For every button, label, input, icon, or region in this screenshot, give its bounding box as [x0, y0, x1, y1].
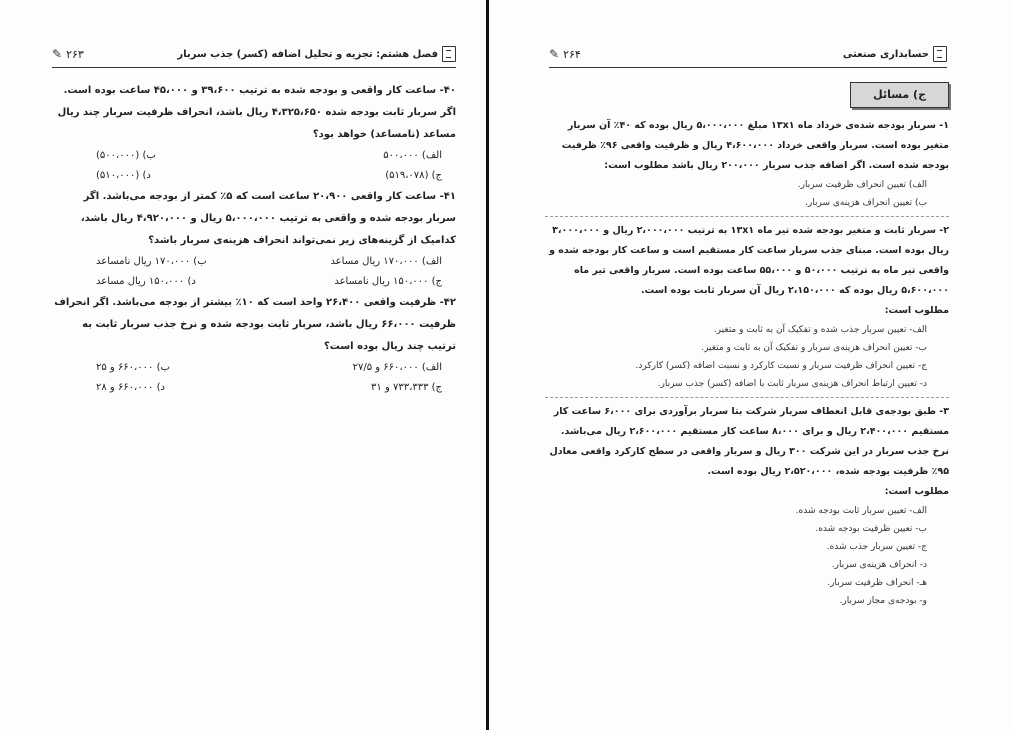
right-header-title: حسابداری صنعتی: [842, 48, 929, 60]
problem-1-text: ۱- سربار بودجه شده‌ی خرداد ماه ۱۳x۱ مبلغ ۵،۰۰۰،۰۰۰ ریال بوده که ۴۰٪ آن سربار متغیر بوده است. سربار واقعی خرداد ۴،۶۰۰،۰۰۰ ریال و ظرفیت واقعی ۹۶٪ ظرفیت بودجه شده است. اگر اضافه جذب سربار ۲۰۰،۰۰۰ ریال باشد مطلوب است:: [561, 120, 949, 171]
option-b: ب) ۱۷۰،۰۰۰ ریال نامساعد: [96, 256, 207, 267]
list-item: د- انحراف هزینه‌ی سربار.: [831, 560, 927, 570]
problem-3-items: [545, 502, 949, 610]
left-header-title-group: [177, 46, 456, 62]
left-page-number-group: [52, 47, 84, 61]
problem-2-required-label: مطلوب است:: [884, 305, 949, 316]
left-page: [0, 0, 486, 730]
divider: [545, 397, 949, 398]
right-page-number-group: [549, 47, 581, 61]
problem-2-items: [545, 321, 949, 393]
option-a: الف) ۱۷۰،۰۰۰ ریال مساعد: [330, 256, 442, 267]
option-c: ج) (۵۱۹،۰۷۸): [385, 170, 442, 181]
problem-3-required-label: مطلوب است:: [884, 486, 949, 497]
question-40-options: [52, 146, 456, 186]
pencil-icon: ✎: [549, 47, 560, 61]
right-page-content: [545, 78, 949, 610]
question-42: [52, 292, 456, 398]
option-d: د) ۶۶۰،۰۰۰ و ۲۸: [96, 382, 165, 393]
question-42-options: [52, 358, 456, 398]
right-header-title-group: [843, 46, 947, 62]
option-b: ب) (۵۰۰،۰۰۰): [96, 150, 156, 161]
left-page-content: [52, 80, 456, 398]
problem-1: [545, 116, 949, 212]
list-item: ب) تعیین انحراف هزینه‌ی سربار.: [805, 198, 927, 208]
problem-3-text: ۳- طبق بودجه‌ی قابل انعطاف سربار شرکت بتا سربار برآوردی برای ۶،۰۰۰ ساعت کار مستقیم ۲،۴۰۰،۰۰۰ ریال و برای ۸،۰۰۰ ساعت کار مستقیم ۲،۶۰۰،۰۰۰ ریال می‌باشد. نرخ جذب سربار در این شرکت ۳۰۰ ریال و سربار واقعی در سطح کارکرد واقعی معادل ۹۵٪ ظرفیت بودجه شده، ۲،۵۲۰،۰۰۰ ریال بوده است.: [549, 406, 949, 477]
list-item: و- بودجه‌ی مجاز سربار.: [839, 596, 927, 606]
list-item: ب- تعیین انحراف هزینه‌ی سربار و تفکیک آن به ثابت و متغیر.: [701, 343, 927, 353]
option-c: ج) ۱۵۰،۰۰۰ ریال نامساعد: [334, 276, 442, 287]
list-item: الف) تعیین انحراف ظرفیت سربار.: [797, 180, 927, 190]
book-icon: [933, 46, 947, 62]
question-42-text: ۴۲- ظرفیت واقعی ۲۶،۴۰۰ واحد است که ۱۰٪ بیشتر از بودجه می‌باشد. اگر انحراف ظرفیت ۶۶،۰۰۰ ریال باشد، سربار ثابت بودجه شده و نرخ جذب سربار ثابت به ترتیب چند ریال بوده است؟: [54, 297, 456, 352]
right-page-header: [549, 40, 947, 68]
section-title-wrap: [545, 78, 949, 116]
right-header-rule: [549, 67, 947, 69]
section-title: ج) مسائل: [850, 82, 949, 108]
list-item: هـ- انحراف ظرفیت سربار.: [827, 578, 927, 588]
list-item: الف- تعیین سربار جذب شده و تفکیک آن به ثابت و متغیر.: [713, 325, 927, 335]
list-item: الف- تعیین سربار ثابت بودجه شده.: [795, 506, 927, 516]
left-header-rule: [52, 67, 456, 69]
problem-1-items: [545, 176, 949, 212]
list-item: ب- تعیین ظرفیت بودجه شده.: [815, 524, 927, 534]
option-c: ج) ۷۳۳،۳۳۳ و ۳۱: [371, 382, 442, 393]
option-d: د) ۱۵۰،۰۰۰ ریال مساعد: [96, 276, 196, 287]
left-page-number: ۲۶۳: [66, 47, 84, 61]
question-40-text: ۴۰- ساعت کار واقعی و بودجه شده به ترتیب ۳۹،۶۰۰ و ۴۵،۰۰۰ ساعت بوده است. اگر سربار ثابت بودجه شده ۴،۳۲۵،۶۵۰ ریال باشد، انحراف ظرفیت سربار چند ریال مساعد (نامساعد) خواهد بود؟: [57, 85, 456, 140]
list-item: ج- تعیین انحراف ظرفیت سربار و نسبت کارکرد و نسبت اضافه (کسر) کارکرد.: [635, 361, 927, 371]
option-b: ب) ۶۶۰،۰۰۰ و ۲۵: [96, 362, 170, 373]
problem-2-text: ۲- سربار ثابت و متغیر بودجه شده تیر ماه ۱۳x۱ به ترتیب ۲،۰۰۰،۰۰۰ ریال و ۳،۰۰۰،۰۰۰ ریال بوده است. مبنای جذب سربار ساعت کار مستقیم است و ساعت کار بودجه شده و واقعی تیر ماه به ترتیب ۵۰،۰۰۰ و ۵۵،۰۰۰ ساعت بوده است. سربار واقعی تیر ماه ۵،۶۰۰،۰۰۰ ریال بوده که ۲،۱۵۰،۰۰۰ ریال آن سربار ثابت بوده است.: [549, 225, 949, 296]
question-41: [52, 186, 456, 292]
right-page: [489, 0, 1011, 730]
question-41-options: [52, 252, 456, 292]
problem-3: [545, 402, 949, 610]
question-41-text: ۴۱- ساعت کار واقعی ۲۰،۹۰۰ ساعت است که ۵٪ کمتر از بودجه می‌باشد. اگر سربار بودجه شده و واقعی به ترتیب ۵،۰۰۰،۰۰۰ ریال و ۴،۹۲۰،۰۰۰ ریال باشد، کدامیک از گزینه‌های زیر نمی‌تواند انحراف هزینه‌ی سربار باشد؟: [80, 191, 456, 246]
problem-2: [545, 221, 949, 393]
divider: [545, 216, 949, 217]
left-page-header: [52, 40, 456, 68]
option-d: د) (۵۱۰،۰۰۰): [96, 170, 151, 181]
pencil-icon: ✎: [52, 47, 63, 61]
list-item: د- تعیین ارتباط انحراف هزینه‌ی سربار ثابت با اضافه (کسر) جذب سربار.: [657, 379, 927, 389]
option-a: الف) ۵۰۰،۰۰۰: [383, 150, 442, 161]
list-item: ج- تعیین سربار جذب شده.: [826, 542, 927, 552]
right-page-number: ۲۶۴: [563, 47, 581, 61]
left-header-title: فصل هشتم: تجزیه و تحلیل اضافه (کسر) جذب سربار: [177, 48, 438, 60]
option-a: الف) ۶۶۰،۰۰۰ و ۲۷/۵: [352, 362, 442, 373]
question-40: [52, 80, 456, 186]
book-icon: [442, 46, 456, 62]
